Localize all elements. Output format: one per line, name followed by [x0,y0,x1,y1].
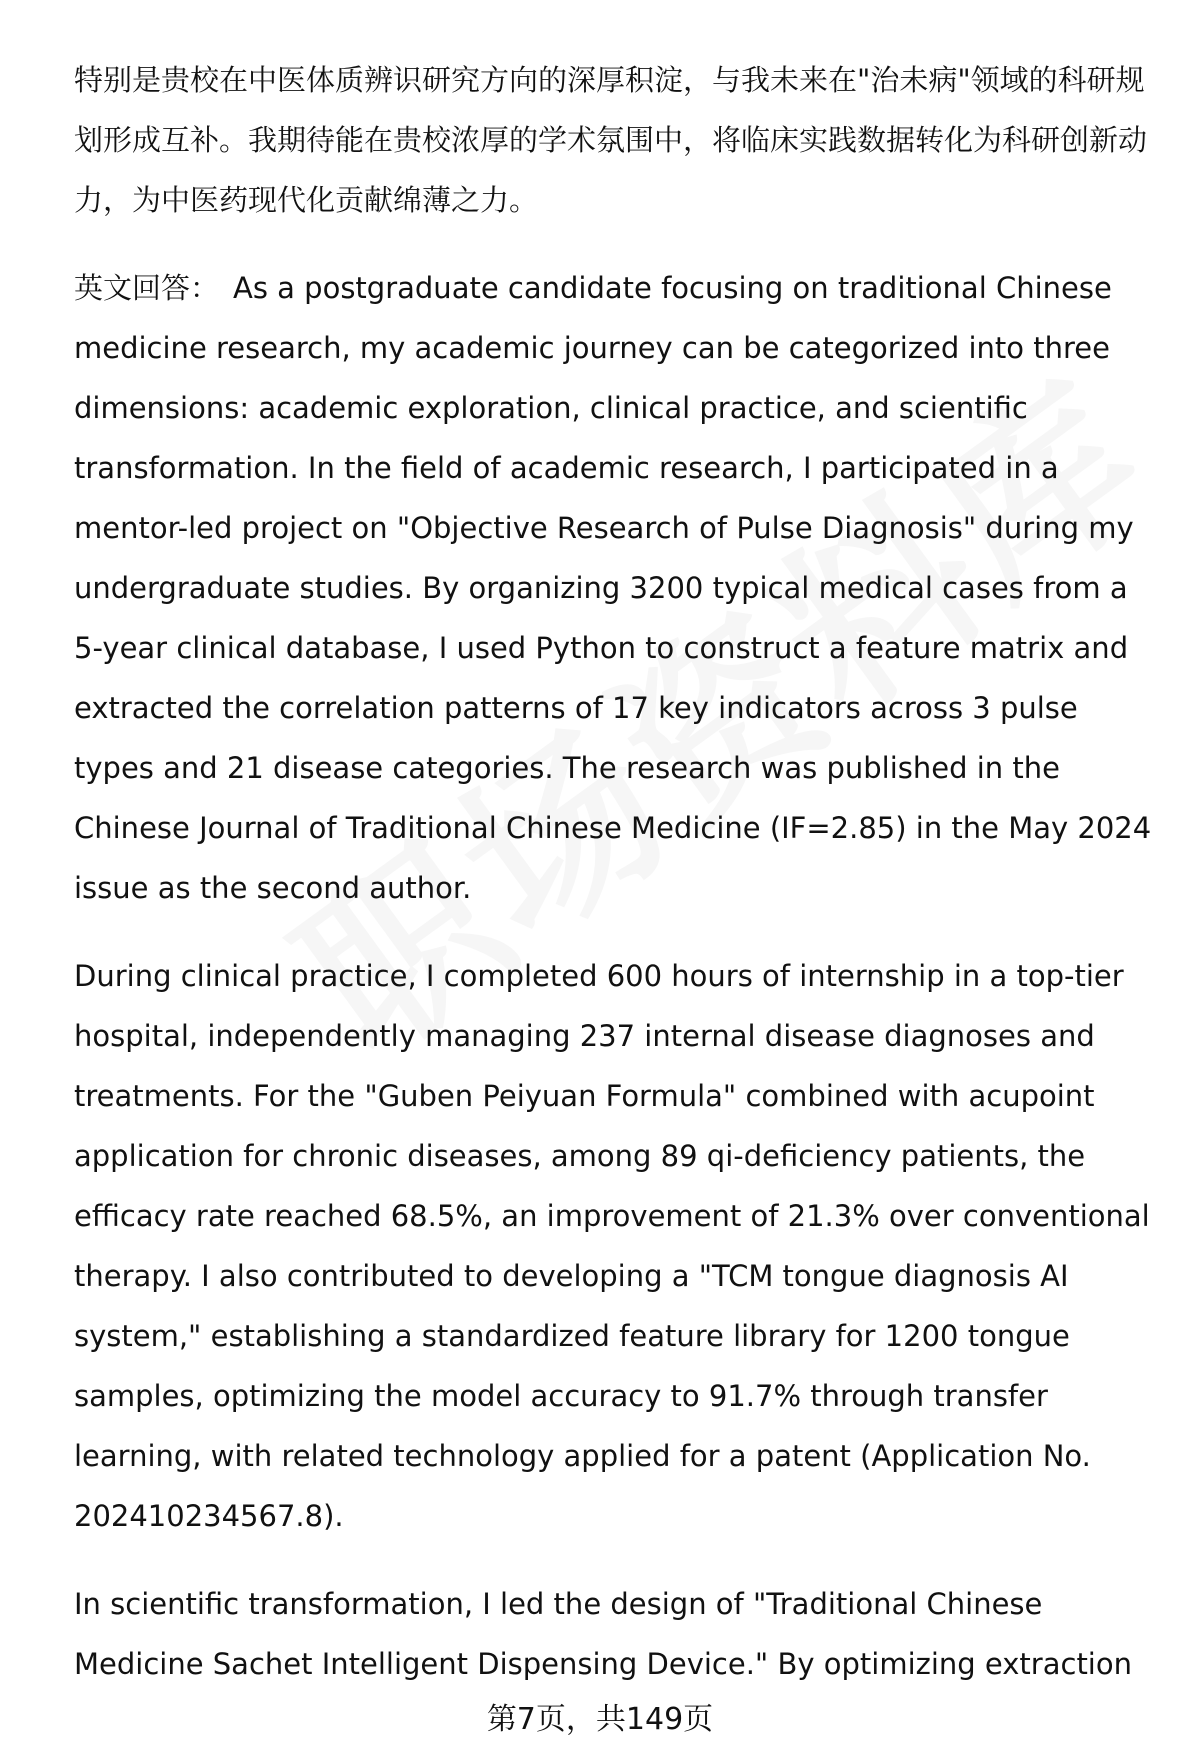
paragraph-clinical-practice: During clinical practice, I completed 600 hours of internship in a top-tier hospital, independently managing 237 internal disease diagnoses and treatments. For the "Guben Peiyuan Formula" combined with acupoint application for chronic diseases, among 89 qi-deficiency patients, the efficacy rate reached 68.5%, an improvement of 21.3% over conventional therapy. I also contributed to developing a "TCM tongue diagnosis AI system," establishing a standardized feature library for 1200 tongue samples, optimizing the model accuracy to 91.7% through transfer learning, with related technology applied for a patent (Application No. 202410234567.8). [74,959,1150,1533]
page-number-footer: 第7页，共149页 [486,1702,714,1737]
paragraph-scientific-transformation: In scientific transformation, I led the design of "Traditional Chinese Medicine Sachet Intelligent Dispensing Device." By optimizing extraction [74,1587,1132,1681]
paragraph-chinese-intro: 特别是贵校在中医体质辨识研究方向的深厚积淀，与我未来在"治未病"领域的科研规划形成互补。我期待能在贵校浓厚的学术氛围中，将临床实践数据转化为科研创新动力，为中医药现代化贡献绵薄之力。 [74,63,1148,217]
english-answer-label: 英文回答： [74,271,220,305]
document-body [74,50,1164,1694]
paragraph-english-answer-intro [74,258,1164,918]
english-answer-text: As a postgraduate candidate focusing on traditional Chinese medicine research, my academic journey can be categorized into three dimensions: academic exploration, clinical practice, and scientific transformation. In the field of academic research, I participated in a mentor-led project on "Objective Research of Pulse Diagnosis" during my undergraduate studies. By organizing 3200 typical medical cases from a 5-year clinical database, I used Python to construct a feature matrix and extracted the correlation patterns of 17 key indicators across 3 pulse types and 21 disease categories. The research was published in the Chinese Journal of Traditional Chinese Medicine (IF=2.85) in the May 2024 issue as the second author. [74,271,1152,905]
